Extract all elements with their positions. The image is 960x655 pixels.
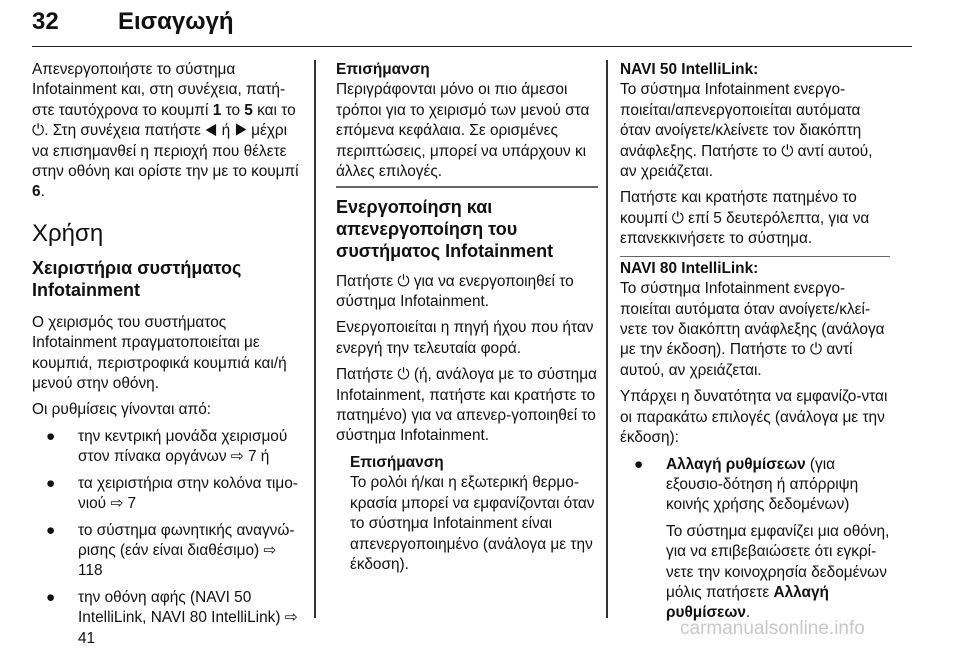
column-divider (314, 60, 316, 618)
column-3 (620, 60, 890, 630)
chapter-title: Εισαγωγή (118, 8, 234, 35)
bullet-icon: ● (46, 427, 56, 445)
bullet-icon: ● (46, 521, 56, 539)
list-item: ● την οθόνη αφής (NAVI 50 IntelliLink, NAVI 80 IntelliLink) ⇨ 41 (46, 588, 298, 647)
note (336, 60, 598, 188)
paragraph: Απενεργοποιήστε το σύστημα Infotainment και, στη συνέχεια, πατή-στε ταυτόχρονα το κουμπί 1 το 5 και το ⏻. Στη συνέχεια πατήστε ◀ ή ▶ μέχρι να επισημανθεί η περιοχή που θέλετε στην οθόνη και ορίστε την με το κουμπί 6. (32, 61, 299, 201)
paragraph: Το σύστημα Infotainment ενεργο-ποιείται/απενεργοποιείται αυτόματα όταν ανοίγετε/κλείνετε τον διακόπτη ανάφλεξης. Πατήστε το ⏻ αντί αυτού, αν χρειάζεται. (620, 81, 873, 181)
power-icon: ⏻ (32, 122, 45, 140)
paragraph: Το σύστημα εμφανίζει μια οθόνη, για να επιβεβαιώσετε ότι εγκρί-νετε την κοινοχρησία δεδομένων μόλις πατήσετε Αλλαγή ρυθμίσεων. (666, 522, 890, 622)
note-text: Το ρολόι ή/και η εξωτερική θερμο-κρασία μπορεί να εμφανίζονται όταν το σύστημα Infotainment είναι απενεργοποιημένο (ανάλογα με την έκδοση). (350, 474, 595, 573)
paragraph: Το σύστημα Infotainment ενεργο-ποιείται αυτόματα όταν ανοίγετε/κλεί-νετε τον διακόπτη ανάφλεξης (ανάλογα με την έκδοση). Πατήστε το ⏻ αντί αυτού, αν χρειάζεται. (620, 280, 885, 379)
column-divider (606, 60, 608, 618)
paragraph: Πατήστε και κρατήστε πατημένο το κουμπί ⏻ επί 5 δευτερόλεπτα, για να επανεκκινήσετε το σύστημα. (620, 189, 870, 248)
paragraph: Ενεργοποιείται η πηγή ήχου που ήταν ενεργή την τελευταία φορά. (336, 319, 594, 357)
page-number: 32 (32, 8, 59, 35)
bullet-icon: ● (634, 455, 644, 473)
subsection-heading: Χειριστήρια συστήματος Infotainment (32, 257, 242, 300)
note-title: Επισήμανση (350, 453, 444, 471)
paragraph: Οι ρυθμίσεις γίνονται από: (32, 401, 212, 419)
bullet-icon: ● (46, 474, 56, 492)
divider (336, 186, 598, 187)
bullet-icon: ● (46, 588, 56, 606)
note (350, 453, 598, 575)
note-text: Περιγράφονται μόνο οι πιο άμεσοι τρόποι για το χειρισμό των μενού στα επόμενα κεφάλαια. Σε ορισμένες περιπτώσεις, μπορεί να υπάρχουν κι άλλες επιλογές. (336, 81, 590, 181)
note-title: Επισήμανση (336, 61, 430, 78)
paragraph: Πατήστε ⏻ για να ενεργοποιηθεί το σύστημα Infotainment. (336, 272, 574, 311)
page-header (32, 0, 912, 47)
paragraph: Πατήστε ⏻ (ή, ανάλογα με το σύστημα Infotainment, πατήστε και κρατήστε το πατημένο) για να απενερ-γοποιηθεί το σύστημα Infotainment. (336, 366, 597, 445)
column-1 (32, 60, 302, 655)
navi80-title: NAVI 80 IntelliLink: (620, 259, 759, 277)
list-item: ● το σύστημα φωνητικής αναγνώ-ρισης (εάν είναι διαθέσιμο) ⇨ 118 (46, 521, 295, 580)
list-item: ● Αλλαγή ρυθμίσεων (για εξουσιο-δότηση ή απόρριψη κοινής χρήσης δεδομένων) (634, 455, 859, 514)
paragraph: Υπάρχει η δυνατότητα να εμφανίζο-νται οι παρακάτω επιλογές (ανάλογα με την έκδοση): (620, 388, 888, 447)
paragraph: Ο χειρισμός του συστήματος Infotainment πραγματοποιείται με κουμπιά, περιστροφικά κουμπιά και/ή μενού στην οθόνη. (32, 313, 287, 393)
divider (620, 256, 890, 257)
list-item: ● την κεντρική μονάδα χειρισμού στον πίνακα οργάνων ⇨ 7 ή (46, 427, 288, 466)
subsection-heading: Ενεργοποίηση και απενεργοποίηση του συστήματος Infotainment (336, 196, 554, 261)
section-heading: Χρήση (32, 219, 104, 247)
navi50-title: NAVI 50 IntelliLink: (620, 61, 759, 78)
watermark: carmanualsonline.info (680, 618, 865, 639)
list-item: ● τα χειριστήρια στην κολόνα τιμο-νιού ⇨ 7 (46, 474, 298, 513)
column-2 (336, 60, 598, 575)
